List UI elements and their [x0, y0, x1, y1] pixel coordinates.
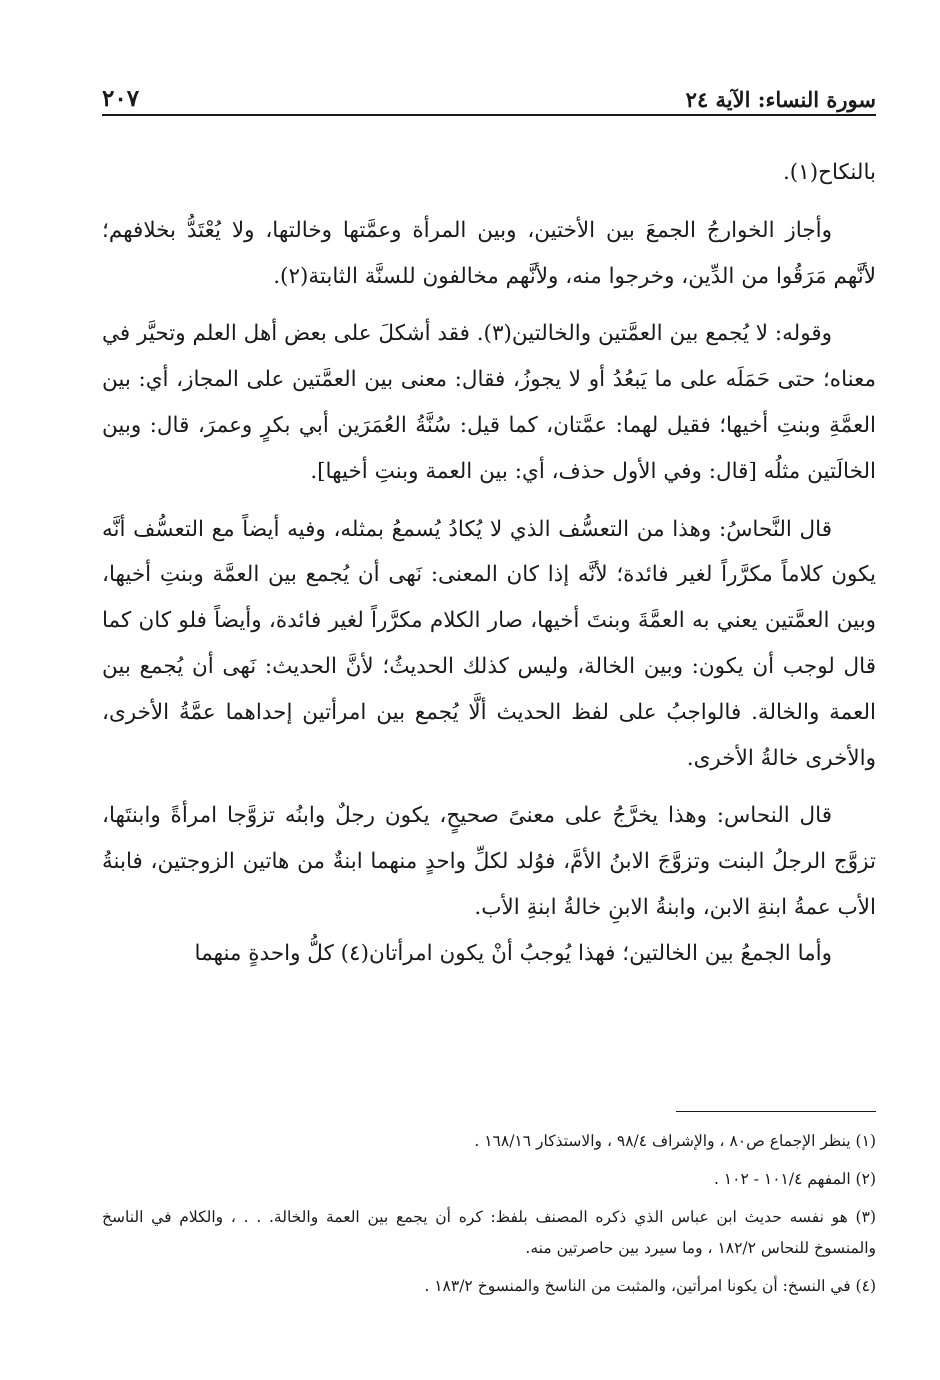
paragraph-3: وقوله: لا يُجمع بين العمَّتين والخالتين(٣). فقد أشكلَ على بعض أهل العلم وتحيَّر في معناه؛ حتى حَمَلَه على ما يَبعُدُ أو لا يجوزُ، فقال: معنى بين العمَّتين على المجاز، أي: بين العمَّةِ وبنتِ أخيها؛ فقيل لهما: عمَّتان، كما قيل: سُنَّةُ العُمَرَين أبي بكرٍ وعمرَ، قال: وبين الخالَتين مثلُه [قال: وفي الأول حذف، أي: بين العمة وبنتِ أخيها]. — [102, 321, 876, 484]
header-title: سورة النساء: الآية ٢٤ — [685, 87, 876, 112]
paragraph-2: وأجاز الخوارجُ الجمعَ بين الأختين، وبين المرأة وعمَّتها وخالتها، ولا يُعْتَدُّ بخلافهم؛ لأنَّهم مَرَقُوا من الدِّين، وخرجوا منه، ولأنَّهم مخالفون للسنَّة الثابتة(٢). — [102, 217, 876, 289]
page-number: ٢٠٧ — [102, 85, 140, 112]
footnote-2: (٢) المفهم ١٠١/٤ - ١٠٢ . — [713, 1170, 876, 1188]
header-divider — [102, 114, 876, 116]
footnotes — [102, 1126, 876, 1309]
paragraph-5: قال النحاس: وهذا يخرَّجُ على معنىً صحيحٍ، يكون رجلٌ وابنُه تزوَّجا امرأةً وابنتَها، تزوَّج الرجلُ البنت وتزوَّجَ الابنُ الأمَّ، فوُلد لكلِّ واحدٍ منهما ابنةٌ من هاتين الزوجتين، فابنةُ الأب عمةُ ابنةِ الابن، وابنةُ الابنِ خالةُ ابنةِ الأب. — [102, 803, 876, 920]
footnote-1: (١) ينظر الإجماع ص٨٠ ، والإشراف ٩٨/٤ ، والاستذكار ١٦٨/١٦ . — [474, 1132, 876, 1150]
footnote-divider — [676, 1111, 876, 1112]
paragraph-1: بالنكاح(١). — [782, 160, 876, 185]
footnote-3: (٣) هو نفسه حديث ابن عباس الذي ذكره المصنف بلفظ: كره أن يجمع بين العمة والخالة. . . ، والكلام في الناسخ والمنسوخ للنحاس ١٨٢/٢ ، وما سيرد بين حاصرتين منه. — [102, 1208, 876, 1257]
paragraph-4: قال النَّحاسُ: وهذا من التعسُّف الذي لا يُكادُ يُسمعُ بمثله، وفيه أيضاً مع التعسُّف أنَّه يكون كلاماً مكرَّراً لغير فائدة؛ لأنَّه إذا كان المعنى: نَهى أن يُجمع بين العمَّة وبنتِ أخيها، وبين العمَّتين يعني به العمَّةَ وبنتَ أخيها، صار الكلام مكرَّراً لغير فائدة، وأيضاً فلو كان كما قال لوجب أن يكون: وبين الخالة، وليس كذلك الحديثُ؛ لأنَّ الحديث: نَهى أن يُجمع بين العمة والخالة. فالواجبُ على لفظ الحديث ألَّا يُجمع بين امرأتين إحداهما عمَّةُ الأخرى، والأخرى خالةُ الأخرى. — [102, 516, 876, 771]
footnote-4: (٤) في النسخ: أن يكونا امرأتين، والمثبت من الناسخ والمنسوخ ١٨٣/٢ . — [424, 1277, 876, 1295]
paragraph-6: وأما الجمعُ بين الخالتين؛ فهذا يُوجبُ أنْ يكون امرأتان(٤) كلُّ واحدةٍ منهما — [194, 940, 832, 966]
main-text — [102, 150, 876, 977]
running-header — [102, 72, 876, 112]
